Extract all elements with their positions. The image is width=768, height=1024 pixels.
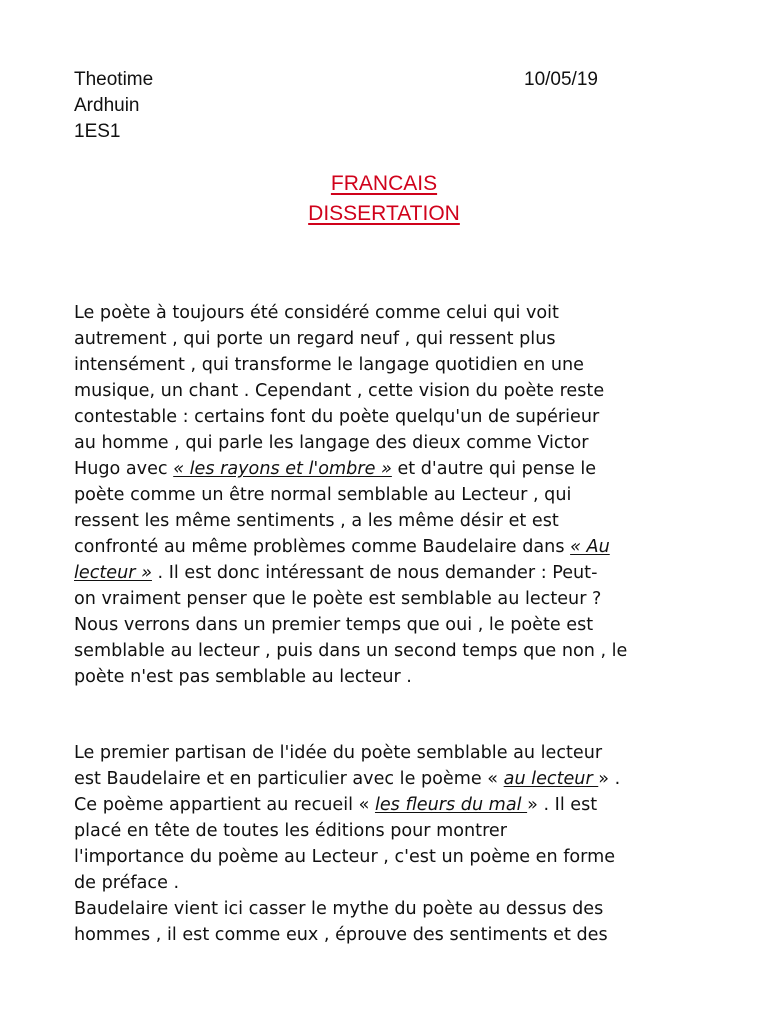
text-line: Nous verrons dans un premier temps que oui , le poète est	[74, 615, 594, 635]
text-line: autrement , qui porte un regard neuf , qui ressent plus	[74, 329, 556, 349]
text-line: ressent les même sentiments , a les même désir et est	[74, 511, 559, 531]
paragraph-introduction	[74, 300, 714, 690]
text-line: musique, un chant . Cependant , cette vision du poète reste	[74, 381, 605, 401]
text-line: placé en tête de toutes les éditions pour montrer	[74, 821, 507, 841]
text-span: Ce poème appartient au recueil «	[74, 795, 375, 815]
work-reference: au lecteur	[503, 769, 599, 789]
author-first-name: Theotime	[74, 69, 154, 90]
text-line: Le poète à toujours été considéré comme celui qui voit	[74, 303, 559, 323]
text-line: on vraiment penser que le poète est semblable au lecteur ?	[74, 589, 602, 609]
paragraph-first-part	[74, 740, 714, 948]
text-span: . Il est donc intéressant de nous demander : Peut-	[151, 563, 598, 583]
text-line: l'importance du poème au Lecteur , c'est un poème en forme	[74, 847, 616, 867]
text-line: Le premier partisan de l'idée du poète semblable au lecteur	[74, 743, 603, 763]
text-line	[74, 456, 714, 482]
text-line: poète comme un être normal semblable au Lecteur , qui	[74, 485, 572, 505]
text-line	[74, 560, 714, 586]
work-reference: « Au	[570, 537, 610, 557]
text-span: confronté au même problèmes comme Baudelaire dans	[74, 537, 571, 557]
document-date: 10/05/19	[524, 69, 598, 90]
author-block	[74, 67, 153, 145]
text-line	[74, 792, 714, 818]
work-reference: lecteur »	[74, 563, 152, 583]
title-line-2: DISSERTATION	[308, 202, 460, 225]
text-span: est Baudelaire et en particulier avec le poème «	[74, 769, 504, 789]
text-line: au homme , qui parle les langage des dieux comme Victor	[74, 433, 589, 453]
work-reference: « les rayons et l'ombre »	[173, 459, 392, 479]
text-line	[74, 766, 714, 792]
text-line: contestable : certains font du poète quelqu'un de supérieur	[74, 407, 600, 427]
text-line: Baudelaire vient ici casser le mythe du poète au dessus des	[74, 899, 604, 919]
title-line-1: FRANCAIS	[330, 172, 438, 195]
text-span: » .	[598, 769, 621, 789]
text-span: et d'autre qui pense le	[391, 459, 597, 479]
author-class: 1ES1	[74, 121, 121, 142]
text-line: intensément , qui transforme le langage quotidien en une	[74, 355, 585, 375]
work-reference: les fleurs du mal	[374, 795, 528, 815]
text-span: » . Il est	[527, 795, 598, 815]
text-line: poète n'est pas semblable au lecteur .	[74, 667, 412, 687]
author-last-name: Ardhuin	[74, 95, 140, 116]
text-span: Hugo avec	[74, 459, 174, 479]
text-line: de préface .	[74, 873, 180, 893]
document-title	[0, 169, 768, 229]
text-line: hommes , il est comme eux , éprouve des sentiments et des	[74, 925, 608, 945]
text-line	[74, 534, 714, 560]
text-line: semblable au lecteur , puis dans un second temps que non , le	[74, 641, 628, 661]
